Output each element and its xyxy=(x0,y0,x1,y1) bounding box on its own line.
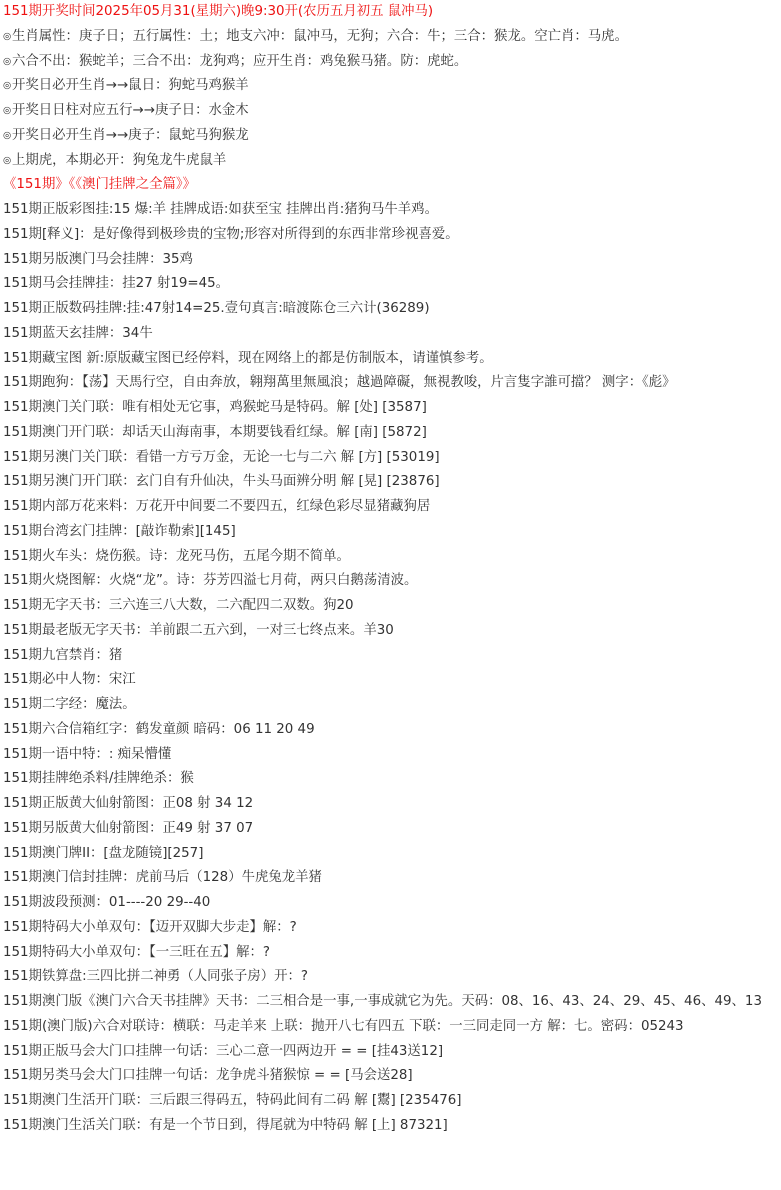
entry-line: 151期正版数码挂牌:挂:47射14=25.壹句真言:暗渡陈仓三六计(36289) xyxy=(3,301,430,316)
entry-line: 151期九宫禁肖：猪 xyxy=(3,647,123,663)
entry-list xyxy=(3,198,781,990)
entry-line: 151期另类马会大门口挂牌一句话：龙争虎斗猪猴惊 = = [马会送28] xyxy=(3,1068,413,1084)
entry-line: 151期澳门生活关门联：有是一个节日到，得尾就为中特码 解 [上] 87321] xyxy=(3,1117,448,1133)
bullet-item xyxy=(3,124,781,149)
entry-line: 151期正版马会大门口挂牌一句话：三心二意一四两边开 = = [挂43送12] xyxy=(3,1043,444,1059)
bullet-item xyxy=(3,99,781,124)
entry-line: 151期(澳门版)六合对联诗：横联：马走羊来 上联：抛开八七有四五 下联：一三同走同一方 解：七。密码：05243 xyxy=(3,1018,684,1034)
entry-line: 151期二字经：魔法。 xyxy=(3,697,136,712)
entry-line: 151期另澳门开门联：玄门自有升仙决，牛头马面辨分明 解 [晃] [23876] xyxy=(3,474,440,490)
entry-line: 151期另版澳门马会挂牌：35鸡 xyxy=(3,251,193,267)
bullet-item xyxy=(3,74,781,99)
bullet-item xyxy=(3,25,781,50)
bullet-icon: ◎ xyxy=(3,154,12,166)
bullet-item xyxy=(3,50,781,75)
entry-line: 151期六合信箱红字：鹤发童颜 暗码：06 11 20 49 xyxy=(3,721,315,737)
entry-line: 151期火车头：烧伤猴。诗：龙死马伤，五尾今期不简单。 xyxy=(3,548,350,564)
entry-line: 151期正版彩图挂:15 爆:羊 挂牌成语:如获至宝 挂牌出肖:猪狗马牛羊鸡。 xyxy=(3,202,438,217)
entry-line: 151期波段预测：01----20 29--40 xyxy=(3,895,211,910)
bullet-text: 生肖属性：庚子日；五行属性：土；地支六冲：鼠冲马，无狗；六合：牛；三合：猴龙。空亡肖：马虎。 xyxy=(12,28,628,44)
bullet-text: 开奖日必开生肖→→鼠日：狗蛇马鸡猴羊 xyxy=(12,78,249,94)
entry-line: 151期铁算盘:三四比拼二神勇（人同张子房）开：? xyxy=(3,969,308,985)
entry-line: 151期跑狗：【荡】天馬行空，自由奔放，翱翔萬里無風浪；越過障礙，無視教唆，片言隻字誰可擋？ 测字：《彪》 xyxy=(3,375,676,391)
entry-line: 151期最老版无字天书：羊前跟二五六到，一对三七终点来。羊30 xyxy=(3,622,394,638)
entry-line: 151期澳门关门联：唯有相处无它事，鸡猴蛇马是特码。解 [处] [3587] xyxy=(3,400,427,415)
entry-line: 151期必中人物：宋江 xyxy=(3,672,136,688)
bullet-text: 六合不出：猴蛇羊；三合不出：龙狗鸡；应开生肖：鸡兔猴马猪。防：虎蛇。 xyxy=(12,53,468,69)
entry-line: 151期内部万花来料：万花开中间要二不要四五，红绿色彩尽显猪藏狗居 xyxy=(3,499,431,514)
entry-list-tail xyxy=(3,1015,781,1139)
entry-line: 151期另版黄大仙射箭图：正49 射 37 07 xyxy=(3,820,254,836)
entry-line: 151期澳门生活开门联：三后跟三得码五，特码此间有二码 解 [鬻] [235476] xyxy=(3,1093,462,1108)
bullet-icon: ◎ xyxy=(3,80,12,92)
bullet-text: 开奖日日柱对应五行→→庚子日：水金木 xyxy=(12,103,249,118)
entry-line: 151期蓝天玄挂牌：34牛 xyxy=(3,325,153,341)
entry-line: 151期正版黄大仙射箭图：正08 射 34 12 xyxy=(3,796,254,811)
entry-line: 151期一语中特：: 痴呆懵懂 xyxy=(3,746,172,762)
bullet-icon: ◎ xyxy=(3,105,12,116)
bullet-item xyxy=(3,149,781,174)
entry-line: 151期藏宝图 新:原版藏宝图已经停料，现在网络上的都是仿制版本，请谨慎参考。 xyxy=(3,350,493,366)
entry-line-wrapped: 151期澳门版《澳门六合天书挂牌》天书：二三相合是一事,一事成就它为先。天码：08、16、43、24、29、45、46、49、13 xyxy=(3,994,762,1009)
bullet-icon: ◎ xyxy=(3,55,12,67)
entry-line: 151期挂牌绝杀料/挂牌绝杀：猴 xyxy=(3,771,194,787)
bullet-icon: ◎ xyxy=(3,30,12,42)
entry-line: 151期[释义]：是好像得到极珍贵的宝物;形容对所得到的东西非常珍视喜爱。 xyxy=(3,226,459,242)
section-title: 《151期》《《澳门挂牌之全篇》》 xyxy=(3,177,196,193)
entry-line: 151期火烧图解：火烧“龙”。诗：芬芳四溢七月荷，两只白鹅荡清波。 xyxy=(3,573,418,589)
entry-line: 151期另澳门关门联：看错一方亏万金，无论一七与二六 解 [方] [53019] xyxy=(3,449,440,465)
entry-line: 151期澳门牌II：[盘龙随镜][257] xyxy=(3,845,204,861)
entry-line: 151期澳门信封挂牌：虎前马后（128）牛虎兔龙羊猪 xyxy=(3,870,322,886)
entry-line: 151期特码大小单双句：【一三旺在五】解：? xyxy=(3,944,270,960)
entry-line: 151期特码大小单双句：【迈开双脚大步走】解：? xyxy=(3,919,297,935)
entry-line: 151期无字天书：三六连三八大数，二六配四二双数。狗20 xyxy=(3,598,354,613)
entry-line: 151期马会挂牌挂：挂27 射19=45。 xyxy=(3,276,230,292)
bullet-icon: ◎ xyxy=(3,129,12,141)
entry-line: 151期澳门开门联：却话天山海南事，本期要钱看红绿。解 [南] [5872] xyxy=(3,424,427,440)
bullet-text: 开奖日必开生肖→→庚子：鼠蛇马狗猴龙 xyxy=(12,127,249,143)
bullet-list xyxy=(3,25,781,174)
draw-time-heading: 151期开奖时间2025年05月31(星期六)晚9:30开(农历五月初五 鼠冲马) xyxy=(3,4,434,19)
entry-line: 151期台湾玄门挂牌：[敲诈勒索][145] xyxy=(3,523,236,539)
bullet-text: 上期虎，本期必开：狗兔龙牛虎鼠羊 xyxy=(12,152,227,168)
